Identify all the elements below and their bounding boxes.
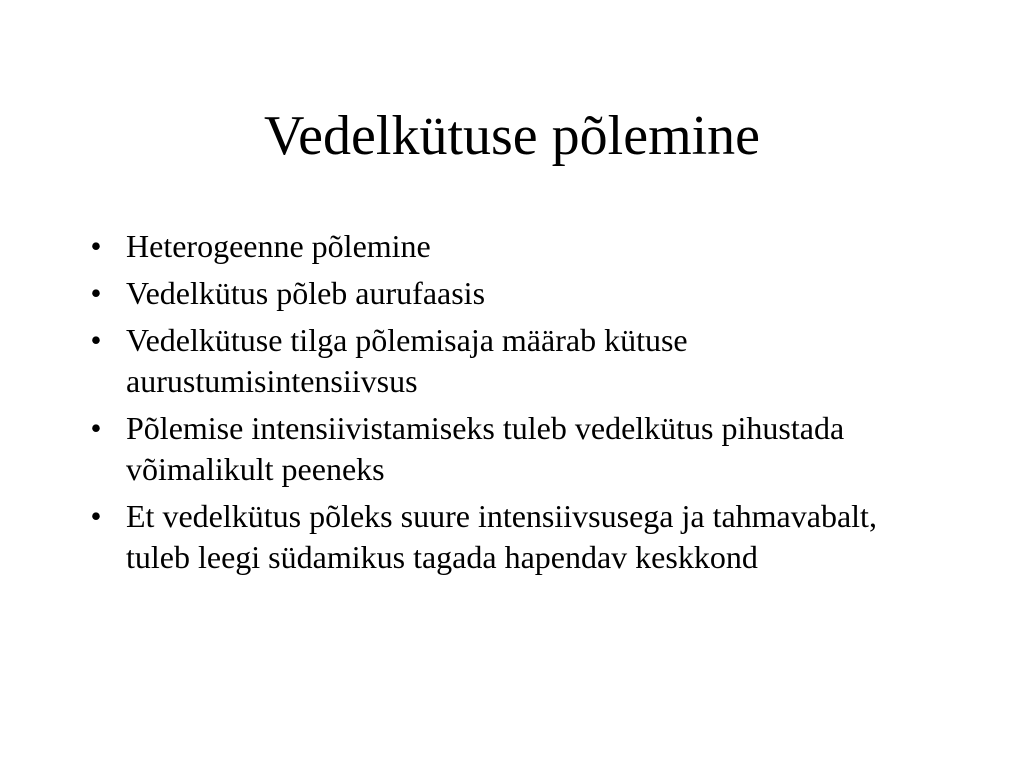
bullet-dot-icon: • — [90, 275, 102, 311]
bullet-dot-icon: • — [90, 228, 102, 264]
slide-title: Vedelkütuse põlemine — [263, 105, 761, 167]
bullet-text: Põlemise intensiivistamiseks tuleb vedelkütus pihustada võimalikult peeneks — [126, 410, 845, 487]
bullet-list — [84, 226, 884, 584]
bullet-text: Vedelkütuse tilga põlemisaja määrab kütuse aurustumisintensiivsus — [126, 322, 688, 399]
bullet-item — [84, 496, 884, 578]
bullet-text: Et vedelkütus põleks suure intensiivsusega ja tahmavabalt, tuleb leegi südamikus tagada hapendav keskkond — [126, 498, 877, 575]
bullet-item — [84, 273, 884, 314]
bullet-item — [84, 320, 884, 402]
bullet-text: Heterogeenne põlemine — [126, 228, 431, 264]
bullet-item — [84, 408, 884, 490]
bullet-dot-icon: • — [90, 410, 102, 446]
bullet-dot-icon: • — [90, 498, 102, 534]
bullet-dot-icon: • — [90, 322, 102, 358]
bullet-item — [84, 226, 884, 267]
bullet-text: Vedelkütus põleb aurufaasis — [126, 275, 486, 311]
